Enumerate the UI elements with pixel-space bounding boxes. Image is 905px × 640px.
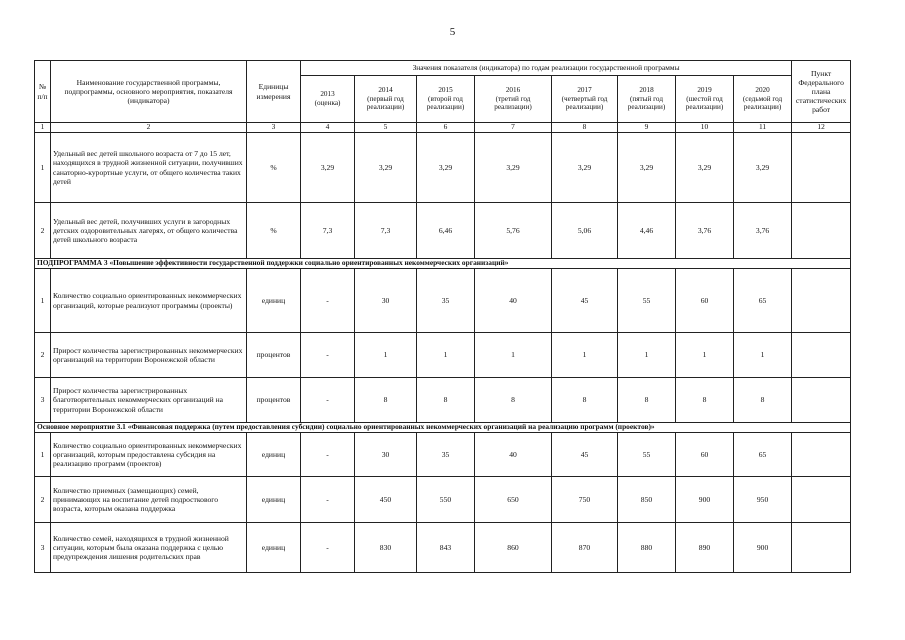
unit-cell: единиц: [247, 433, 301, 477]
unit-cell: единиц: [247, 523, 301, 573]
indicators-table: [34, 60, 851, 573]
indicator-name: Количество социально ориентированных некоммерческих организаций, которые реализуют программы (проекты): [51, 269, 247, 333]
table-row: [35, 433, 851, 477]
year-note: (третий год реализации): [494, 94, 532, 112]
unit-cell: единиц: [247, 477, 301, 523]
value-cell: -: [301, 333, 355, 378]
table-row: [35, 203, 851, 259]
value-cell: 35: [417, 433, 475, 477]
value-cell: 3,29: [475, 133, 552, 203]
value-cell: 850: [618, 477, 676, 523]
value-cell: 5,06: [552, 203, 618, 259]
year-label: 2019: [697, 86, 712, 95]
value-cell: 7,3: [301, 203, 355, 259]
year-header: [676, 76, 734, 123]
row-number: 1: [35, 133, 51, 203]
table-row: [35, 269, 851, 333]
value-cell: 4,46: [618, 203, 676, 259]
plan-item-cell: [792, 433, 851, 477]
value-cell: 830: [355, 523, 417, 573]
subprogram-section: [35, 259, 851, 269]
value-cell: 5,76: [475, 203, 552, 259]
year-note: (оценка): [314, 99, 341, 107]
indicator-name: Количество приемных (замещающих) семей, принимающих на воспитание детей подросткового возраста, которым оказана поддержка: [51, 477, 247, 523]
value-cell: 60: [676, 269, 734, 333]
column-index-cell: 7: [475, 123, 552, 133]
plan-item-cell: [792, 203, 851, 259]
value-cell: 3,29: [734, 133, 792, 203]
value-cell: 3,29: [417, 133, 475, 203]
value-cell: 870: [552, 523, 618, 573]
year-label: 2015: [438, 86, 453, 95]
value-cell: 1: [417, 333, 475, 378]
value-cell: 3,76: [676, 203, 734, 259]
value-cell: -: [301, 523, 355, 573]
value-cell: 843: [417, 523, 475, 573]
plan-item-cell: [792, 523, 851, 573]
column-index-cell: 3: [247, 123, 301, 133]
table-row: [35, 477, 851, 523]
year-label: 2013: [320, 90, 335, 99]
header-name: Наименование государственной программы, подпрограммы, основного мероприятия, показателя (индикатора): [51, 61, 247, 123]
row-number: 2: [35, 333, 51, 378]
value-cell: 3,29: [552, 133, 618, 203]
header-unit: Единицы измерения: [247, 61, 301, 123]
plan-item-cell: [792, 333, 851, 378]
value-cell: 950: [734, 477, 792, 523]
indicator-name: Количество семей, находящихся в трудной жизненной ситуации, которым была оказана поддержка с целью предупреждения лишения родительских прав: [51, 523, 247, 573]
value-cell: 860: [475, 523, 552, 573]
year-header: [734, 76, 792, 123]
value-cell: 8: [552, 378, 618, 423]
year-note: (четвертый год реализации): [561, 94, 608, 112]
value-cell: 3,29: [355, 133, 417, 203]
row-number: 2: [35, 477, 51, 523]
year-header: [475, 76, 552, 123]
plan-item-cell: [792, 378, 851, 423]
unit-cell: %: [247, 133, 301, 203]
column-index-cell: 2: [51, 123, 247, 133]
header-plan-item: Пункт Федерального плана статистических работ: [792, 61, 851, 123]
value-cell: -: [301, 269, 355, 333]
value-cell: 8: [355, 378, 417, 423]
year-note: (первый год реализации): [366, 94, 405, 112]
value-cell: 900: [734, 523, 792, 573]
value-cell: 450: [355, 477, 417, 523]
value-cell: 890: [676, 523, 734, 573]
column-index-cell: 12: [792, 123, 851, 133]
value-cell: 8: [618, 378, 676, 423]
value-cell: 30: [355, 269, 417, 333]
table-body: [35, 133, 851, 573]
year-header: [355, 76, 417, 123]
row-number: 3: [35, 523, 51, 573]
header-num: № п/п: [35, 61, 51, 123]
value-cell: 7,3: [355, 203, 417, 259]
value-cell: 6,46: [417, 203, 475, 259]
year-header: [417, 76, 475, 123]
row-number: 2: [35, 203, 51, 259]
value-cell: 55: [618, 269, 676, 333]
column-index-cell: 4: [301, 123, 355, 133]
value-cell: 8: [417, 378, 475, 423]
row-number: 1: [35, 433, 51, 477]
year-label: 2017: [577, 86, 592, 95]
value-cell: 1: [552, 333, 618, 378]
table-row: [35, 378, 851, 423]
indicator-name: Количество социально ориентированных некоммерческих организаций, которым предоставлена субсидия на реализацию программ (проектов): [51, 433, 247, 477]
value-cell: 550: [417, 477, 475, 523]
unit-cell: единиц: [247, 269, 301, 333]
header-values-group: Значения показателя (индикатора) по годам реализации государственной программы: [301, 61, 792, 76]
indicator-name: Удельный вес детей, получивших услуги в загородных детских оздоровительных лагерях, от общего количества детей школьного возраста: [51, 203, 247, 259]
year-note: (пятый год реализации): [627, 94, 666, 112]
column-index-cell: 10: [676, 123, 734, 133]
value-cell: 8: [734, 378, 792, 423]
row-number: 1: [35, 269, 51, 333]
value-cell: 3,29: [618, 133, 676, 203]
year-header: [552, 76, 618, 123]
value-cell: 65: [734, 269, 792, 333]
column-index-cell: 5: [355, 123, 417, 133]
value-cell: 45: [552, 433, 618, 477]
value-cell: 65: [734, 433, 792, 477]
year-label: 2016: [505, 86, 521, 95]
value-cell: 880: [618, 523, 676, 573]
table-row: [35, 333, 851, 378]
year-label: 2014: [378, 86, 393, 95]
year-header: [301, 76, 355, 123]
plan-item-cell: [792, 477, 851, 523]
unit-cell: процентов: [247, 333, 301, 378]
row-number: 3: [35, 378, 51, 423]
column-index-cell: 11: [734, 123, 792, 133]
indicator-name: Прирост количества зарегистрированных благотворительных некоммерческих организаций на территории Воронежской области: [51, 378, 247, 423]
value-cell: -: [301, 477, 355, 523]
value-cell: 40: [475, 433, 552, 477]
value-cell: 1: [618, 333, 676, 378]
value-cell: 650: [475, 477, 552, 523]
value-cell: 40: [475, 269, 552, 333]
indicator-name: Удельный вес детей школьного возраста от 7 до 15 лет, находящихся в трудной жизненной ситуации, получивших санаторно-курортные услуги, от общего количества таких детей: [51, 133, 247, 203]
unit-cell: процентов: [247, 378, 301, 423]
year-note: (седьмой год реализации): [742, 94, 783, 112]
column-index-cell: 9: [618, 123, 676, 133]
value-cell: 8: [475, 378, 552, 423]
value-cell: 30: [355, 433, 417, 477]
column-index-cell: 8: [552, 123, 618, 133]
subprogram-section-title: ПОДПРОГРАММА 3 «Повышение эффективности государственной поддержки социально ориентированных некоммерческих организаций»: [35, 259, 851, 269]
year-header: [618, 76, 676, 123]
page-number: 5: [449, 26, 456, 38]
value-cell: 3,29: [301, 133, 355, 203]
plan-item-cell: [792, 269, 851, 333]
value-cell: -: [301, 433, 355, 477]
value-cell: 8: [676, 378, 734, 423]
year-note: (второй год реализации): [426, 94, 465, 112]
value-cell: -: [301, 378, 355, 423]
value-cell: 3,29: [676, 133, 734, 203]
year-label: 2020: [755, 86, 770, 95]
column-index-cell: 1: [35, 123, 51, 133]
main-activity-section: [35, 423, 851, 433]
value-cell: 60: [676, 433, 734, 477]
value-cell: 1: [676, 333, 734, 378]
table-row: [35, 523, 851, 573]
indicator-name: Прирост количества зарегистрированных некоммерческих организаций на территории Воронежской области: [51, 333, 247, 378]
column-index-cell: 6: [417, 123, 475, 133]
value-cell: 1: [475, 333, 552, 378]
value-cell: 45: [552, 269, 618, 333]
year-note: (шестой год реализации): [685, 94, 724, 112]
plan-item-cell: [792, 133, 851, 203]
column-index-row: [35, 123, 851, 133]
value-cell: 900: [676, 477, 734, 523]
main-activity-section-title: Основное мероприятие 3.1 «Финансовая поддержка (путем предоставления субсидии) социально ориентированных некоммерческих организаций на реализацию программ (проектов)»: [35, 423, 851, 433]
value-cell: 35: [417, 269, 475, 333]
unit-cell: %: [247, 203, 301, 259]
value-cell: 750: [552, 477, 618, 523]
value-cell: 3,76: [734, 203, 792, 259]
value-cell: 1: [734, 333, 792, 378]
value-cell: 55: [618, 433, 676, 477]
value-cell: 1: [355, 333, 417, 378]
table-row: [35, 133, 851, 203]
year-label: 2018: [639, 86, 654, 95]
